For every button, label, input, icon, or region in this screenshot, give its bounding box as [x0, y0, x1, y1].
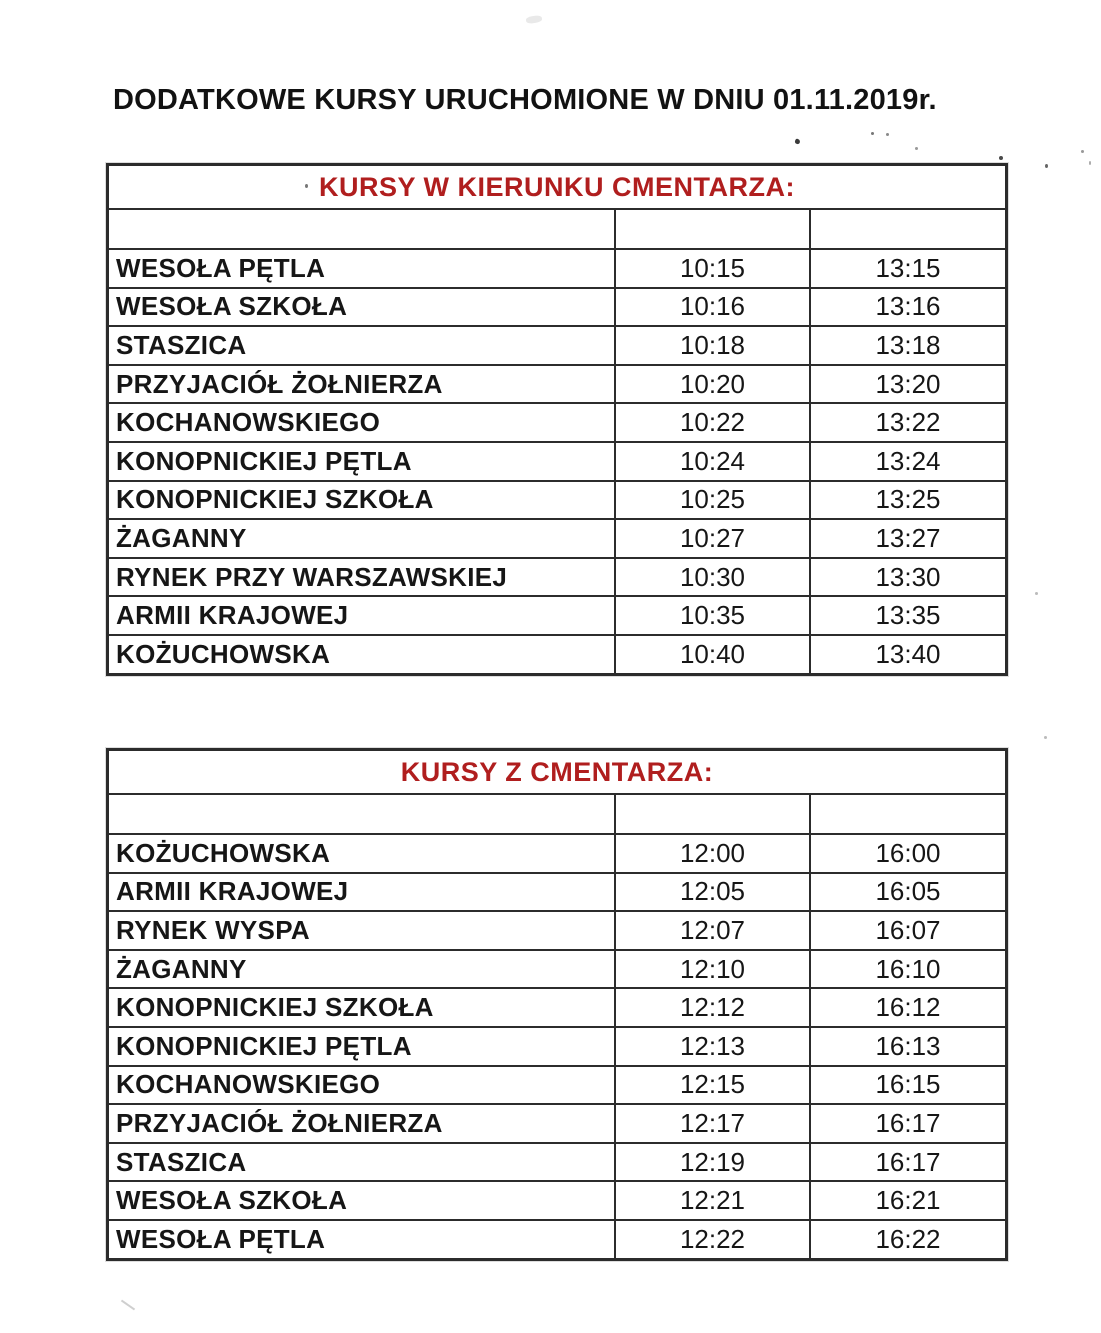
scan-smudge — [121, 1300, 135, 1311]
spacer-cell — [109, 210, 616, 248]
departure-time: 13:27 — [875, 522, 941, 553]
stop-name: STASZICA — [109, 327, 616, 364]
table-row — [109, 443, 1005, 482]
departure-time: 10:24 — [616, 443, 811, 480]
table-row — [109, 597, 1005, 636]
table-row — [109, 1221, 1005, 1258]
table-row — [109, 835, 1005, 874]
departure-time: 13:18 — [875, 329, 941, 360]
table-header-toward-cemetery: KURSY W KIERUNKU CMENTARZA: — [109, 166, 1005, 210]
table-row — [109, 1144, 1005, 1183]
stop-name: ARMII KRAJOWEJ — [109, 597, 616, 634]
scan-speckle — [886, 133, 889, 136]
table-row — [109, 1067, 1005, 1106]
departure-time: 13:20 — [875, 368, 941, 399]
scan-smudge — [526, 15, 543, 24]
scan-speckle — [794, 138, 800, 144]
stop-name: KONOPNICKIEJ PĘTLA — [109, 443, 616, 480]
timetable-toward-cemetery — [106, 163, 1008, 676]
scan-speckle — [1089, 161, 1091, 165]
departure-time: 10:15 — [616, 250, 811, 287]
stop-name: PRZYJACIÓŁ ŻOŁNIERZA — [109, 366, 616, 403]
departure-time: 12:12 — [616, 989, 811, 1026]
departure-time: 12:22 — [616, 1221, 811, 1258]
departure-time: 13:22 — [875, 407, 941, 438]
table-body — [109, 835, 1005, 1258]
departure-time: 16:22 — [875, 1223, 941, 1254]
departure-time: 10:40 — [616, 636, 811, 673]
column-spacer-row — [109, 795, 1005, 835]
table-row — [109, 559, 1005, 598]
departure-time: 16:10 — [875, 953, 941, 984]
stop-name: KONOPNICKIEJ PĘTLA — [109, 1028, 616, 1065]
stop-name: RYNEK WYSPA — [109, 912, 616, 949]
departure-time: 12:13 — [616, 1028, 811, 1065]
departure-time: 16:21 — [875, 1185, 941, 1216]
table-row — [109, 1182, 1005, 1221]
stop-name: KOCHANOWSKIEGO — [109, 1067, 616, 1104]
stop-name: WESOŁA PĘTLA — [109, 1221, 616, 1258]
stop-name: KOŻUCHOWSKA — [109, 835, 616, 872]
scan-speckle — [1081, 150, 1084, 153]
departure-time: 16:17 — [875, 1146, 941, 1177]
departure-time: 10:20 — [616, 366, 811, 403]
spacer-cell — [109, 795, 616, 833]
departure-time: 10:16 — [616, 289, 811, 326]
departure-time: 12:21 — [616, 1182, 811, 1219]
departure-time: 16:15 — [875, 1069, 941, 1100]
departure-time: 13:15 — [875, 252, 941, 283]
departure-time: 12:10 — [616, 951, 811, 988]
departure-time: 12:17 — [616, 1105, 811, 1142]
spacer-cell — [811, 795, 1005, 833]
stop-name: WESOŁA PĘTLA — [109, 250, 616, 287]
scan-speckle — [871, 132, 874, 135]
table-row — [109, 404, 1005, 443]
scan-speckle — [1035, 592, 1038, 595]
departure-time: 16:07 — [875, 914, 941, 945]
stop-name: PRZYJACIÓŁ ŻOŁNIERZA — [109, 1105, 616, 1142]
departure-time: 10:25 — [616, 482, 811, 519]
table-row — [109, 289, 1005, 328]
scan-speckle — [999, 156, 1003, 160]
departure-time: 12:00 — [616, 835, 811, 872]
departure-time: 10:27 — [616, 520, 811, 557]
stop-name: KOŻUCHOWSKA — [109, 636, 616, 673]
departure-time: 10:18 — [616, 327, 811, 364]
table-header-from-cemetery: KURSY Z CMENTARZA: — [109, 751, 1005, 795]
stop-name: WESOŁA SZKOŁA — [109, 1182, 616, 1219]
stop-name: WESOŁA SZKOŁA — [109, 289, 616, 326]
stop-name: KONOPNICKIEJ SZKOŁA — [109, 989, 616, 1026]
scan-speckle — [1044, 736, 1047, 739]
scan-speckle — [915, 147, 918, 150]
table-row — [109, 951, 1005, 990]
departure-time: 12:19 — [616, 1144, 811, 1181]
table-body — [109, 250, 1005, 673]
table-row — [109, 989, 1005, 1028]
stop-name: KONOPNICKIEJ SZKOŁA — [109, 482, 616, 519]
departure-time: 13:25 — [875, 484, 941, 515]
stop-name: ŻAGANNY — [109, 520, 616, 557]
table-row — [109, 874, 1005, 913]
spacer-cell — [616, 210, 811, 248]
departure-time: 16:05 — [875, 876, 941, 907]
departure-time: 10:30 — [616, 559, 811, 596]
spacer-cell — [811, 210, 1005, 248]
departure-time: 16:13 — [875, 1030, 941, 1061]
departure-time: 12:15 — [616, 1067, 811, 1104]
stop-name: ŻAGANNY — [109, 951, 616, 988]
departure-time: 13:24 — [875, 445, 941, 476]
departure-time: 13:16 — [875, 291, 941, 322]
table-row — [109, 520, 1005, 559]
scan-speckle — [1045, 164, 1048, 168]
table-row — [109, 1105, 1005, 1144]
table-row — [109, 327, 1005, 366]
table-row — [109, 912, 1005, 951]
table-row — [109, 482, 1005, 521]
table-row — [109, 1028, 1005, 1067]
departure-time: 12:07 — [616, 912, 811, 949]
departure-time: 12:05 — [616, 874, 811, 911]
stop-name: ARMII KRAJOWEJ — [109, 874, 616, 911]
departure-time: 16:12 — [875, 992, 941, 1023]
table-row — [109, 366, 1005, 405]
spacer-cell — [616, 795, 811, 833]
departure-time: 13:40 — [875, 638, 941, 669]
departure-time: 10:22 — [616, 404, 811, 441]
stop-name: RYNEK PRZY WARSZAWSKIEJ — [109, 559, 616, 596]
departure-time: 10:35 — [616, 597, 811, 634]
document-title: DODATKOWE KURSY URUCHOMIONE W DNIU 01.11.2019r. — [113, 84, 937, 116]
departure-time: 16:00 — [875, 837, 941, 868]
timetable-from-cemetery — [106, 748, 1008, 1261]
departure-time: 16:17 — [875, 1107, 941, 1138]
stop-name: KOCHANOWSKIEGO — [109, 404, 616, 441]
table-row — [109, 250, 1005, 289]
stop-name: STASZICA — [109, 1144, 616, 1181]
departure-time: 13:35 — [875, 600, 941, 631]
departure-time: 13:30 — [875, 561, 941, 592]
table-row — [109, 636, 1005, 673]
column-spacer-row — [109, 210, 1005, 250]
